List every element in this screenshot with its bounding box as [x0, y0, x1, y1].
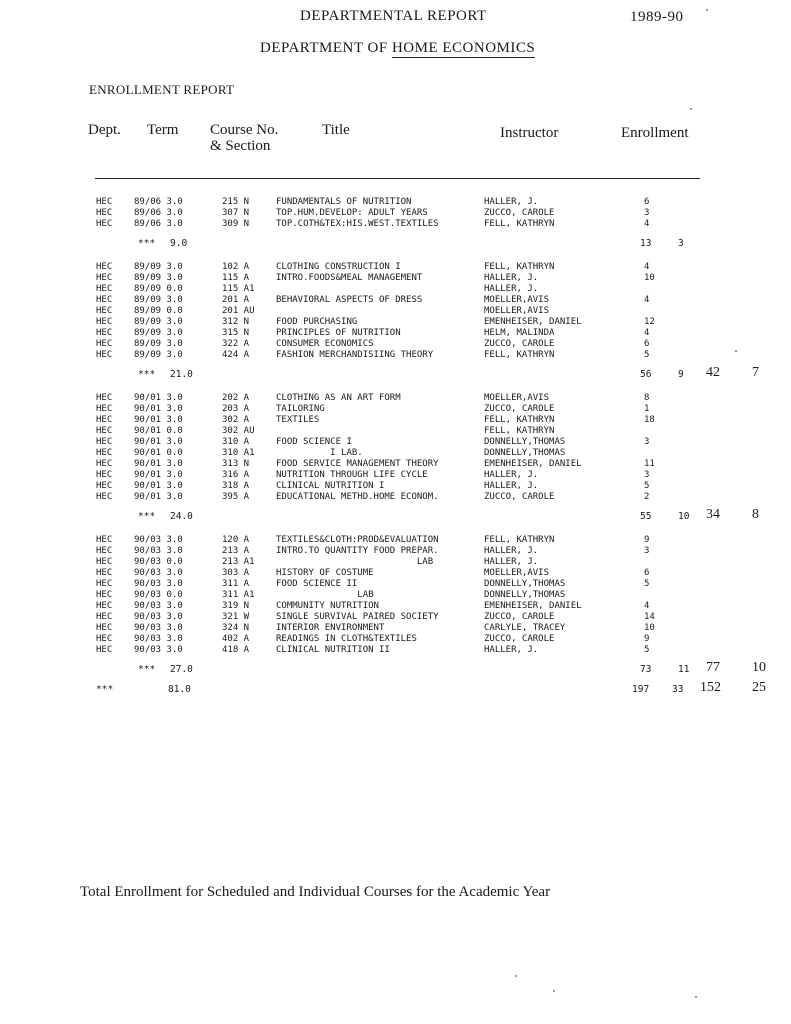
- cell-enroll: 4: [644, 328, 650, 338]
- table-row: [0, 645, 791, 656]
- cell-enroll: 11: [644, 459, 655, 469]
- cell-title: PRINCIPLES OF NUTRITION: [276, 328, 401, 338]
- cell-instructor: DONNELLY,THOMAS: [484, 579, 566, 589]
- cell-course: 213 A1: [222, 557, 255, 567]
- scan-speck: [515, 975, 517, 977]
- cell-title: TOP.COTH&TEX:HIS.WEST.TEXTILES: [276, 219, 439, 229]
- cell-term: 90/03 3.0: [134, 546, 183, 556]
- subtotal-stars: ***: [138, 369, 156, 380]
- subtotal-credits: 24.0: [170, 511, 193, 522]
- col-section: & Section: [210, 138, 271, 154]
- cell-instructor: HALLER, J.: [484, 546, 539, 556]
- cell-enroll: 10: [644, 273, 655, 283]
- subtotal-enroll: 13: [640, 238, 652, 249]
- cell-instructor: DONNELLY,THOMAS: [484, 448, 566, 458]
- cell-term: 90/01 3.0: [134, 470, 183, 480]
- department-label: [260, 40, 535, 57]
- cell-enroll: 6: [644, 339, 650, 349]
- cell-term: 90/01 3.0: [134, 415, 183, 425]
- cell-dept: HEC: [96, 590, 113, 600]
- cell-title: FOOD PURCHASING: [276, 317, 358, 327]
- cell-course: 307 N: [222, 208, 250, 218]
- cell-dept: HEC: [96, 328, 113, 338]
- table-row: [0, 557, 791, 568]
- cell-term: 90/03 3.0: [134, 645, 183, 655]
- table-row: [0, 492, 791, 503]
- cell-term: 89/09 0.0: [134, 306, 183, 316]
- cell-term: 90/01 3.0: [134, 404, 183, 414]
- cell-instructor: CARLYLE, TRACEY: [484, 623, 566, 633]
- table-row: [0, 415, 791, 426]
- cell-course: 311 A: [222, 579, 250, 589]
- cell-course: 313 N: [222, 459, 250, 469]
- report-year: 1989-90: [630, 9, 684, 25]
- cell-course: 115 A1: [222, 284, 255, 294]
- subtotal-count: 11: [678, 664, 690, 675]
- cell-title: INTERIOR ENVIRONMENT: [276, 623, 385, 633]
- table-row: [0, 208, 791, 219]
- cell-enroll: 4: [644, 219, 650, 229]
- cell-enroll: 6: [644, 197, 650, 207]
- cell-enroll: 18: [644, 415, 655, 425]
- cell-enroll: 5: [644, 579, 650, 589]
- cell-dept: HEC: [96, 273, 113, 283]
- cell-title: CLOTHING CONSTRUCTION I: [276, 262, 401, 272]
- col-enrollment: Enrollment: [621, 125, 689, 141]
- cell-dept: HEC: [96, 568, 113, 578]
- cell-instructor: DONNELLY,THOMAS: [484, 590, 566, 600]
- table-row: [0, 470, 791, 481]
- cell-instructor: HELM, MALINDA: [484, 328, 555, 338]
- cell-enroll: 9: [644, 634, 650, 644]
- cell-dept: HEC: [96, 437, 113, 447]
- cell-dept: HEC: [96, 284, 113, 294]
- cell-dept: HEC: [96, 579, 113, 589]
- cell-title: LAB: [276, 590, 374, 600]
- cell-term: 90/03 3.0: [134, 612, 183, 622]
- cell-enroll: 5: [644, 481, 650, 491]
- cell-term: 90/03 3.0: [134, 634, 183, 644]
- table-row: [0, 295, 791, 306]
- table-row: [0, 590, 791, 601]
- cell-course: 310 A: [222, 437, 250, 447]
- cell-course: 201 A: [222, 295, 250, 305]
- cell-dept: HEC: [96, 557, 113, 567]
- cell-enroll: 2: [644, 492, 650, 502]
- grand-total-enroll: 197: [632, 684, 650, 695]
- table-row: [0, 437, 791, 448]
- cell-course: 310 A1: [222, 448, 255, 458]
- cell-course: 315 N: [222, 328, 250, 338]
- handwritten-total-b: 10: [752, 660, 766, 675]
- cell-enroll: 9: [644, 535, 650, 545]
- cell-dept: HEC: [96, 535, 113, 545]
- cell-enroll: 4: [644, 295, 650, 305]
- table-row: [0, 459, 791, 470]
- table-row: [0, 284, 791, 295]
- cell-title: FOOD SCIENCE II: [276, 579, 358, 589]
- cell-instructor: MOELLER,AVIS: [484, 295, 550, 305]
- cell-course: 203 A: [222, 404, 250, 414]
- col-course: Course No.: [210, 122, 279, 138]
- cell-instructor: HALLER, J.: [484, 273, 539, 283]
- table-row: [0, 393, 791, 404]
- cell-instructor: FELL, KATHRYN: [484, 535, 555, 545]
- table-row: [0, 568, 791, 579]
- cell-course: 120 A: [222, 535, 250, 545]
- table-row: [0, 535, 791, 546]
- cell-title: CLOTHING AS AN ART FORM: [276, 393, 401, 403]
- cell-title: CONSUMER ECONOMICS: [276, 339, 374, 349]
- cell-term: 89/06 3.0: [134, 208, 183, 218]
- cell-instructor: HALLER, J.: [484, 284, 539, 294]
- scan-speck: [553, 990, 555, 992]
- cell-term: 89/06 3.0: [134, 197, 183, 207]
- table-row: [0, 579, 791, 590]
- cell-dept: HEC: [96, 262, 113, 272]
- subtotal-stars: ***: [138, 664, 156, 675]
- cell-dept: HEC: [96, 426, 113, 436]
- table-row: [0, 317, 791, 328]
- cell-enroll: 5: [644, 350, 650, 360]
- department-prefix: DEPARTMENT OF: [260, 40, 388, 56]
- cell-term: 90/03 3.0: [134, 623, 183, 633]
- cell-term: 90/01 3.0: [134, 459, 183, 469]
- cell-term: 90/01 3.0: [134, 481, 183, 491]
- cell-title: EDUCATIONAL METHD.HOME ECONOM.: [276, 492, 439, 502]
- cell-instructor: FELL, KATHRYN: [484, 415, 555, 425]
- subtotal-count: 3: [678, 238, 684, 249]
- table-row: [0, 219, 791, 230]
- cell-instructor: MOELLER,AVIS: [484, 568, 550, 578]
- cell-instructor: EMENHEISER, DANIEL: [484, 459, 582, 469]
- cell-instructor: ZUCCO, CAROLE: [484, 208, 555, 218]
- table-row: [0, 612, 791, 623]
- grand-total-count: 33: [672, 684, 684, 695]
- col-title: Title: [322, 122, 350, 138]
- cell-dept: HEC: [96, 645, 113, 655]
- scan-speck: [690, 108, 692, 110]
- cell-term: 90/03 0.0: [134, 590, 183, 600]
- cell-instructor: ZUCCO, CAROLE: [484, 612, 555, 622]
- cell-title: FASHION MERCHANDISIING THEORY: [276, 350, 434, 360]
- cell-course: 115 A: [222, 273, 250, 283]
- cell-course: 302 AU: [222, 426, 255, 436]
- col-dept: Dept.: [88, 122, 121, 138]
- cell-term: 90/03 3.0: [134, 601, 183, 611]
- cell-dept: HEC: [96, 546, 113, 556]
- subtotal-enroll: 56: [640, 369, 652, 380]
- cell-term: 89/09 3.0: [134, 339, 183, 349]
- cell-term: 89/09 3.0: [134, 350, 183, 360]
- cell-instructor: FELL, KATHRYN: [484, 262, 555, 272]
- cell-term: 90/01 0.0: [134, 448, 183, 458]
- cell-dept: HEC: [96, 470, 113, 480]
- table-row: [0, 426, 791, 437]
- cell-dept: HEC: [96, 295, 113, 305]
- cell-instructor: ZUCCO, CAROLE: [484, 404, 555, 414]
- cell-dept: HEC: [96, 208, 113, 218]
- scan-speck: [706, 9, 708, 11]
- cell-term: 89/09 3.0: [134, 295, 183, 305]
- cell-instructor: DONNELLY,THOMAS: [484, 437, 566, 447]
- cell-enroll: 14: [644, 612, 655, 622]
- cell-title: COMMUNITY NUTRITION: [276, 601, 379, 611]
- cell-dept: HEC: [96, 634, 113, 644]
- cell-title: FUNDAMENTALS OF NUTRITION: [276, 197, 412, 207]
- cell-term: 90/03 0.0: [134, 557, 183, 567]
- cell-course: 316 A: [222, 470, 250, 480]
- subtotal-count: 10: [678, 511, 690, 522]
- table-row: [0, 601, 791, 612]
- handwritten-total-b: 7: [752, 365, 759, 380]
- table-row: [0, 634, 791, 645]
- cell-instructor: HALLER, J.: [484, 645, 539, 655]
- table-row: [0, 262, 791, 273]
- cell-instructor: MOELLER,AVIS: [484, 393, 550, 403]
- cell-course: 201 AU: [222, 306, 255, 316]
- table-row: [0, 404, 791, 415]
- cell-term: 90/01 3.0: [134, 437, 183, 447]
- cell-dept: HEC: [96, 306, 113, 316]
- cell-dept: HEC: [96, 492, 113, 502]
- cell-term: 90/03 3.0: [134, 568, 183, 578]
- cell-dept: HEC: [96, 317, 113, 327]
- cell-instructor: FELL, KATHRYN: [484, 350, 555, 360]
- col-term: Term: [147, 122, 179, 138]
- cell-instructor: HALLER, J.: [484, 470, 539, 480]
- cell-title: TEXTILES&CLOTH:PROD&EVALUATION: [276, 535, 439, 545]
- subtotal-credits: 9.0: [170, 238, 188, 249]
- cell-enroll: 5: [644, 645, 650, 655]
- table-row: [0, 481, 791, 492]
- cell-enroll: 12: [644, 317, 655, 327]
- cell-instructor: ZUCCO, CAROLE: [484, 492, 555, 502]
- table-row: [0, 448, 791, 459]
- cell-title: SINGLE SURVIVAL PAIRED SOCIETY: [276, 612, 439, 622]
- cell-term: 89/09 3.0: [134, 262, 183, 272]
- cell-title: TOP.HUM.DEVELOP: ADULT YEARS: [276, 208, 428, 218]
- cell-title: TAILORING: [276, 404, 325, 414]
- cell-title: LAB: [276, 557, 434, 567]
- cell-instructor: HALLER, J.: [484, 557, 539, 567]
- cell-title: BEHAVIORAL ASPECTS OF DRESS: [276, 295, 423, 305]
- cell-enroll: 1: [644, 404, 650, 414]
- cell-dept: HEC: [96, 481, 113, 491]
- cell-instructor: HALLER, J.: [484, 481, 539, 491]
- cell-course: 321 W: [222, 612, 250, 622]
- cell-dept: HEC: [96, 612, 113, 622]
- col-instructor: Instructor: [500, 125, 559, 141]
- handwritten-total-b: 8: [752, 507, 759, 522]
- cell-course: 302 A: [222, 415, 250, 425]
- report-title: DEPARTMENTAL REPORT: [300, 8, 487, 24]
- cell-term: 89/06 3.0: [134, 219, 183, 229]
- subtotal-credits: 27.0: [170, 664, 193, 675]
- table-row: [0, 546, 791, 557]
- table-row: [0, 197, 791, 208]
- cell-term: 89/09 3.0: [134, 273, 183, 283]
- cell-course: 402 A: [222, 634, 250, 644]
- subtotal-credits: 21.0: [170, 369, 193, 380]
- cell-course: 311 A1: [222, 590, 255, 600]
- cell-title: FOOD SCIENCE I: [276, 437, 352, 447]
- cell-title: HISTORY OF COSTUME: [276, 568, 374, 578]
- cell-enroll: 10: [644, 623, 655, 633]
- cell-course: 319 N: [222, 601, 250, 611]
- cell-title: INTRO.TO QUANTITY FOOD PREPAR.: [276, 546, 439, 556]
- table-row: [0, 273, 791, 284]
- cell-instructor: FELL, KATHRYN: [484, 219, 555, 229]
- cell-course: 318 A: [222, 481, 250, 491]
- handwritten-total-a: 42: [706, 365, 720, 380]
- grand-total-stars: ***: [96, 684, 114, 695]
- cell-title: INTRO.FOODS&MEAL MANAGEMENT: [276, 273, 423, 283]
- cell-instructor: HALLER, J.: [484, 197, 539, 207]
- cell-title: NUTRITION THROUGH LIFE CYCLE: [276, 470, 428, 480]
- cell-course: 395 A: [222, 492, 250, 502]
- department-name: HOME ECONOMICS: [391, 40, 536, 56]
- cell-term: 90/03 3.0: [134, 579, 183, 589]
- cell-term: 89/09 3.0: [134, 328, 183, 338]
- cell-dept: HEC: [96, 415, 113, 425]
- cell-title: CLINICAL NUTRITION II: [276, 645, 390, 655]
- cell-course: 102 A: [222, 262, 250, 272]
- cell-enroll: 3: [644, 546, 650, 556]
- cell-course: 309 N: [222, 219, 250, 229]
- cell-enroll: 4: [644, 601, 650, 611]
- cell-term: 90/01 0.0: [134, 426, 183, 436]
- cell-course: 324 N: [222, 623, 250, 633]
- subtotal-enroll: 73: [640, 664, 652, 675]
- cell-title: I LAB.: [276, 448, 363, 458]
- cell-dept: HEC: [96, 623, 113, 633]
- cell-instructor: EMENHEISER, DANIEL: [484, 317, 582, 327]
- scan-speck: [695, 996, 697, 998]
- cell-enroll: 3: [644, 437, 650, 447]
- handwritten-total-a: 34: [706, 507, 720, 522]
- cell-course: 303 A: [222, 568, 250, 578]
- cell-enroll: 8: [644, 393, 650, 403]
- cell-course: 202 A: [222, 393, 250, 403]
- subtotal-stars: ***: [138, 511, 156, 522]
- footer-caption: Total Enrollment for Scheduled and Individual Courses for the Academic Year: [80, 884, 551, 900]
- cell-instructor: EMENHEISER, DANIEL: [484, 601, 582, 611]
- report-name: ENROLLMENT REPORT: [89, 82, 235, 97]
- cell-title: CLINICAL NUTRITION I: [276, 481, 385, 491]
- scan-speck: [735, 350, 737, 352]
- cell-term: 89/09 0.0: [134, 284, 183, 294]
- table-row: [0, 350, 791, 361]
- cell-course: 213 A: [222, 546, 250, 556]
- cell-course: 424 A: [222, 350, 250, 360]
- cell-enroll: 4: [644, 262, 650, 272]
- grand-total-credits: 81.0: [168, 684, 191, 695]
- cell-title: FOOD SERVICE MANAGEMENT THEORY: [276, 459, 439, 469]
- cell-dept: HEC: [96, 219, 113, 229]
- cell-dept: HEC: [96, 197, 113, 207]
- cell-enroll: 3: [644, 208, 650, 218]
- cell-course: 322 A: [222, 339, 250, 349]
- handwritten-grand-a: 152: [700, 680, 721, 695]
- cell-instructor: FELL, KATHRYN: [484, 426, 555, 436]
- table-row: [0, 339, 791, 350]
- cell-course: 312 N: [222, 317, 250, 327]
- table-row: [0, 328, 791, 339]
- handwritten-grand-b: 25: [752, 680, 766, 695]
- header-rule: [95, 178, 700, 179]
- cell-term: 90/01 3.0: [134, 492, 183, 502]
- subtotal-stars: ***: [138, 238, 156, 249]
- cell-instructor: MOELLER,AVIS: [484, 306, 550, 316]
- cell-title: TEXTILES: [276, 415, 320, 425]
- cell-dept: HEC: [96, 448, 113, 458]
- cell-term: 89/09 3.0: [134, 317, 183, 327]
- cell-dept: HEC: [96, 459, 113, 469]
- cell-term: 90/03 3.0: [134, 535, 183, 545]
- cell-title: READINGS IN CLOTH&TEXTILES: [276, 634, 417, 644]
- handwritten-total-a: 77: [706, 660, 720, 675]
- cell-dept: HEC: [96, 601, 113, 611]
- subtotal-count: 9: [678, 369, 684, 380]
- cell-course: 215 N: [222, 197, 250, 207]
- table-row: [0, 623, 791, 634]
- table-row: [0, 306, 791, 317]
- cell-dept: HEC: [96, 393, 113, 403]
- cell-enroll: 3: [644, 470, 650, 480]
- subtotal-enroll: 55: [640, 511, 652, 522]
- cell-instructor: ZUCCO, CAROLE: [484, 634, 555, 644]
- cell-dept: HEC: [96, 404, 113, 414]
- cell-dept: HEC: [96, 350, 113, 360]
- cell-course: 418 A: [222, 645, 250, 655]
- cell-dept: HEC: [96, 339, 113, 349]
- cell-instructor: ZUCCO, CAROLE: [484, 339, 555, 349]
- cell-term: 90/01 3.0: [134, 393, 183, 403]
- cell-enroll: 6: [644, 568, 650, 578]
